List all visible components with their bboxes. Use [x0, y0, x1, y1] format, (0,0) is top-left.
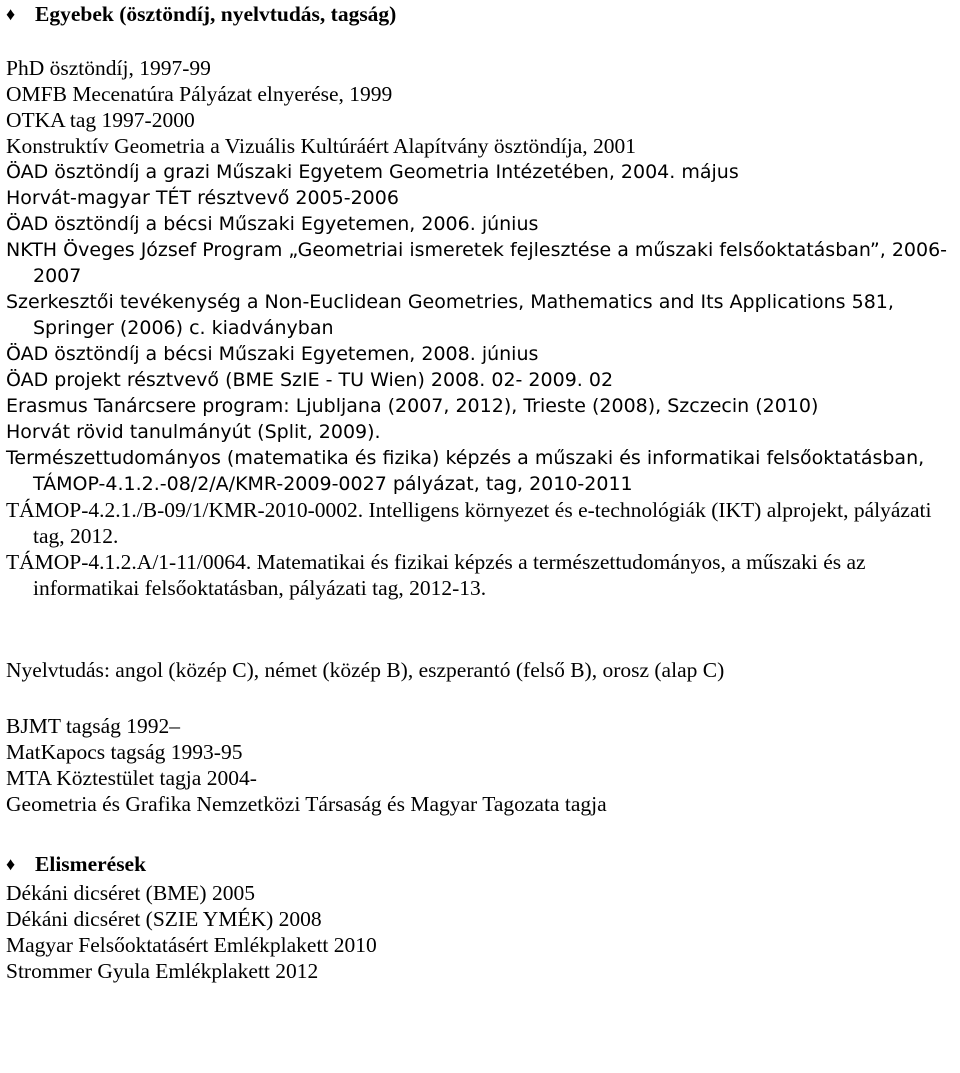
list-item: PhD ösztöndíj, 1997-99 — [6, 56, 211, 80]
list-item: BJMT tagság 1992– — [6, 714, 180, 738]
memberships-list — [6, 713, 954, 817]
list-item: TÁMOP-4.2.1./B-09/1/KMR-2010-0002. Intelligens környezet és e-technológiák (IKT) alprojekt, pályázati tag, 2012. — [6, 498, 932, 548]
list-item: TÁMOP-4.1.2.A/1-11/0064. Matematikai és fizikai képzés a természettudományos, a műszaki és az informatikai felsőoktatásban, pályázati tag, 2012-13. — [6, 550, 866, 600]
list-item: ÖAD ösztöndíj a grazi Műszaki Egyetem Geometria Intézetében, 2004. május — [6, 161, 739, 183]
languages-text: : angol (közép C), német (közép B), eszperantó (felső B), orosz (alap C) — [103, 658, 725, 682]
diamond-icon: ♦ — [6, 4, 16, 24]
section-title-other: Egyebek (ösztöndíj, nyelvtudás, tagság) — [35, 2, 397, 26]
list-item: ÖAD ösztöndíj a bécsi Műszaki Egyetemen, 2006. június — [6, 213, 539, 235]
list-item: OMFB Mecenatúra Pályázat elnyerése, 1999 — [6, 82, 393, 106]
spacer — [6, 27, 954, 55]
list-item: Természettudományos (matematika és fizika) képzés a műszaki és informatikai felsőoktatásban, TÁMOP-4.1.2.-08/2/A/KMR-2009-0027 pályázat, tag, 2010-2011 — [6, 447, 925, 495]
spacer — [6, 817, 954, 851]
spacer — [6, 601, 954, 657]
list-item: Dékáni dicséret (BME) 2005 — [6, 881, 255, 905]
section-title-awards: Elismerések — [35, 852, 147, 876]
diamond-icon: ♦ — [6, 854, 16, 874]
languages-line — [6, 657, 954, 683]
list-item: NKTH Öveges József Program „Geometriai ismeretek fejlesztése a műszaki felsőoktatásban”, 2006-2007 — [6, 239, 948, 287]
list-item: ÖAD projekt résztvevő (BME SzIE - TU Wien) 2008. 02- 2009. 02 — [6, 369, 614, 391]
awards-list — [6, 880, 954, 984]
list-item: MTA Köztestület tagja 2004- — [6, 766, 257, 790]
languages-label: Nyelvtudás — [6, 658, 104, 682]
list-item: Horvát rövid tanulmányút (Split, 2009). — [6, 421, 381, 443]
list-item: Dékáni dicséret (SZIE YMÉK) 2008 — [6, 907, 322, 931]
list-item: Magyar Felsőoktatásért Emlékplakett 2010 — [6, 933, 377, 957]
section-heading-awards — [6, 851, 954, 877]
list-item: Strommer Gyula Emlékplakett 2012 — [6, 959, 319, 983]
list-item: Horvát-magyar TÉT résztvevő 2005-2006 — [6, 187, 399, 209]
list-item: ÖAD ösztöndíj a bécsi Műszaki Egyetemen, 2008. június — [6, 343, 539, 365]
section-heading-other — [6, 0, 954, 27]
list-item: MatKapocs tagság 1993-95 — [6, 740, 243, 764]
list-item: Geometria és Grafika Nemzetközi Társaság és Magyar Tagozata tagja — [6, 792, 607, 816]
other-entries-list — [6, 55, 954, 601]
list-item: OTKA tag 1997-2000 — [6, 108, 195, 132]
list-item: Erasmus Tanárcsere program: Ljubljana (2007, 2012), Trieste (2008), Szczecin (2010) — [6, 395, 819, 417]
spacer — [6, 683, 954, 713]
list-item: Konstruktív Geometria a Vizuális Kultúráért Alapítvány ösztöndíja, 2001 — [6, 134, 637, 158]
list-item: Szerkesztői tevékenység a Non-Euclidean Geometries, Mathematics and Its Applications 581, Springer (2006) c. kiadványban — [6, 291, 894, 339]
